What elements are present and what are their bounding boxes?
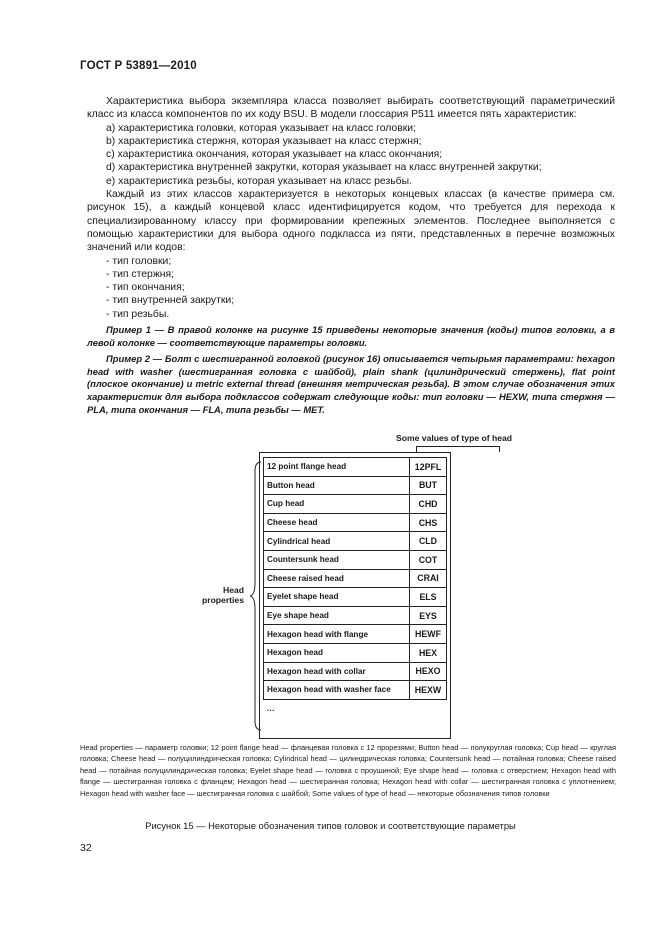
head-code: CHD bbox=[410, 495, 447, 514]
page-number: 32 bbox=[80, 842, 92, 854]
characteristic-item: d) характеристика внутренней закрутки, которая указывает на класс внутренней закрутки; bbox=[106, 162, 542, 174]
table-row bbox=[264, 495, 447, 514]
figure-legend: Head properties — параметр головки; 12 point flange head — фланцевая головка с 12 прорезями; Button head — полукруглая головка; Cup head — круглая головка; Cheese head — полуцилиндрическая головка; Cylindrical head — цилиндрическая головка; Countersunk head — потайная головка; Cheese raised head — потайная полуцилиндрическая головка; Eyelet shape head — головка с проушиной; Eye shape head — головка с отверстием; Hexagon head with flange — шестигранная головка с фланцем; Hexagon head — шестигранная головка; Hexagon head with collar — шестигранная головка с уплотнением; Hexagon head with washer face — шестигранная головка с шайбой; Some values of type of head — некоторые обозначения типов головки bbox=[80, 743, 616, 798]
table-row bbox=[264, 588, 447, 607]
type-item: - тип резьбы. bbox=[106, 308, 170, 320]
curly-brace-icon bbox=[250, 461, 264, 731]
type-item: - тип стержня; bbox=[106, 268, 175, 280]
head-types-table bbox=[263, 457, 447, 717]
table-row bbox=[264, 476, 447, 495]
head-name: Cheese raised head bbox=[264, 569, 410, 588]
example-2: Пример 2 — Болт с шестигранной головкой (рисунок 16) описывается четырьмя параметрами: hexagon head with washer (шестигранная головка с шайбой), plain shank (цилиндрический стержень), flat point (плоское окончание) и metric external thread (внешняя метрическая резьба). В этом случае обозначения этих характеристик для выбора подклассов содержат следующие коды: тип головки — HEXW, типа стержня — PLA, типа окончания — FLA, типа резьбы — MET. bbox=[87, 353, 615, 415]
table-row bbox=[264, 662, 447, 681]
table-row bbox=[264, 513, 447, 532]
head-properties-label: Head properties bbox=[201, 585, 244, 605]
body-text bbox=[87, 95, 615, 321]
table-row bbox=[264, 643, 447, 662]
example-1: Пример 1 — В правой колонке на рисунке 15 приведены некоторые значения (коды) типов головки, а в левой колонке — соответствующие параметры головки. bbox=[87, 324, 615, 348]
head-code: CRAI bbox=[410, 569, 447, 588]
table-row-ellipsis bbox=[264, 699, 447, 717]
head-code: HEXO bbox=[410, 662, 447, 681]
head-code: BUT bbox=[410, 476, 447, 495]
classes-paragraph: Каждый из этих классов характеризуется в некоторых концевых классах (в качестве примера см. рисунок 15), а каждый концевой класс идентифицируется кодом, что требуется для перехода к специализированному классу при формировании крепежных элементов. Последнее выполняется с помощью характеристики для выбора одного подкласса из пяти, представленных в перечне возможных значений или кодов: bbox=[87, 189, 615, 254]
table-row bbox=[264, 569, 447, 588]
head-name: Cylindrical head bbox=[264, 532, 410, 551]
table-row bbox=[264, 532, 447, 551]
head-name: Hexagon head with collar bbox=[264, 662, 410, 681]
table-row bbox=[264, 625, 447, 644]
characteristic-item: а) характеристика головки, которая указывает на класс головки; bbox=[106, 122, 416, 134]
table-row bbox=[264, 681, 447, 700]
head-code: HEX bbox=[410, 643, 447, 662]
head-code: EYS bbox=[410, 606, 447, 625]
characteristic-item: с) характеристика окончания, которая указывает на класс окончания; bbox=[106, 149, 443, 161]
type-item: - тип головки; bbox=[106, 255, 172, 267]
head-code: 12PFL bbox=[410, 458, 447, 477]
head-name: 12 point flange head bbox=[264, 458, 410, 477]
head-name: Cheese head bbox=[264, 513, 410, 532]
characteristic-item: е) характеристика резьбы, которая указывает на класс резьбы. bbox=[106, 175, 412, 187]
head-code: HEXW bbox=[410, 681, 447, 700]
head-name: Hexagon head with flange bbox=[264, 625, 410, 644]
examples bbox=[87, 324, 615, 416]
head-code: HEWF bbox=[410, 625, 447, 644]
head-name: Countersunk head bbox=[264, 550, 410, 569]
head-name: Hexagon head with washer face bbox=[264, 681, 410, 700]
table-row bbox=[264, 550, 447, 569]
head-name: Eye shape head bbox=[264, 606, 410, 625]
head-name: Button head bbox=[264, 476, 410, 495]
head-name: Eyelet shape head bbox=[264, 588, 410, 607]
head-name: Hexagon head bbox=[264, 643, 410, 662]
type-item: - тип окончания; bbox=[106, 282, 185, 294]
table-row bbox=[264, 606, 447, 625]
characteristic-item: b) характеристика стержня, которая указывает на класс стержня; bbox=[106, 135, 422, 147]
head-code: CLD bbox=[410, 532, 447, 551]
type-item: - тип внутренней закрутки; bbox=[106, 295, 235, 307]
ellipsis: … bbox=[266, 704, 275, 714]
head-code: CHS bbox=[410, 513, 447, 532]
document-header: ГОСТ Р 53891—2010 bbox=[80, 60, 197, 72]
table-row bbox=[264, 458, 447, 477]
head-code: ELS bbox=[410, 588, 447, 607]
head-code: COT bbox=[410, 550, 447, 569]
figure-top-label: Some values of type of head bbox=[396, 433, 513, 443]
intro-paragraph: Характеристика выбора экземпляра класса позволяет выбирать соответствующий параметрический класс из класса компонентов по их коду BSU. В модели глоссария P511 имеется пять характеристик: bbox=[87, 96, 615, 121]
figure-caption: Рисунок 15 — Некоторые обозначения типов головок и соответствующие параметры bbox=[145, 820, 516, 831]
head-name: Cup head bbox=[264, 495, 410, 514]
